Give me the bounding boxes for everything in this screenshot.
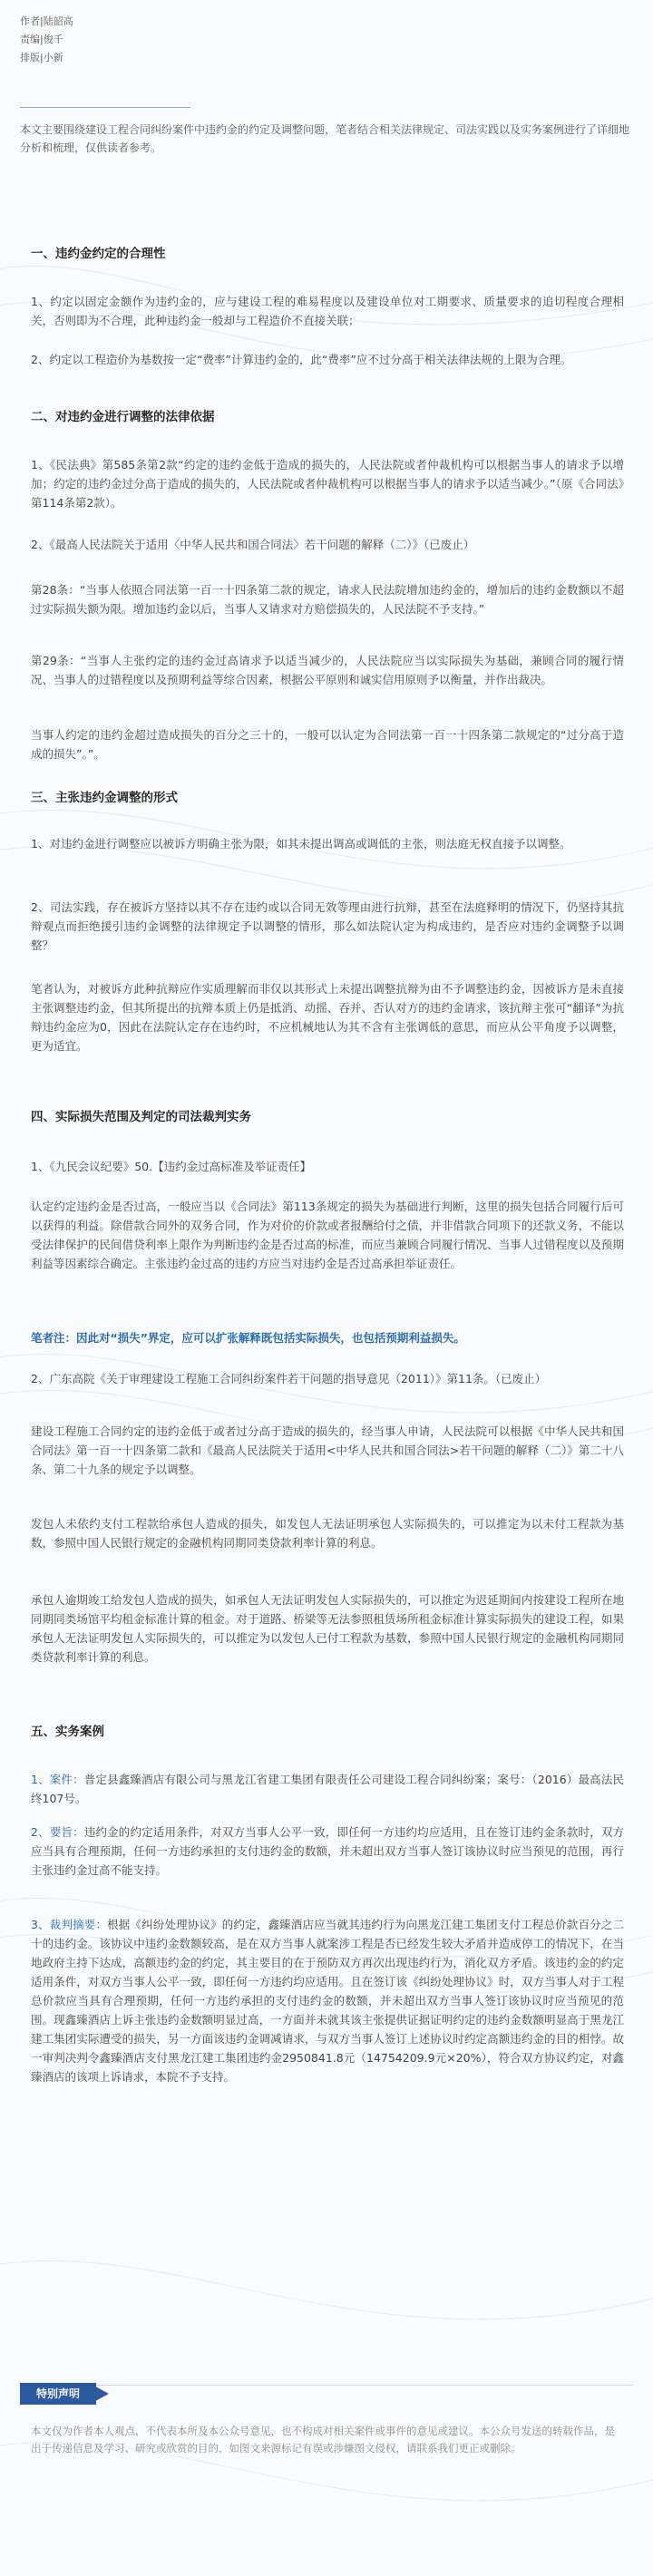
intro-divider	[20, 107, 190, 108]
gist-label: 2、要旨：	[31, 1825, 84, 1839]
notice-divider	[20, 2385, 633, 2386]
intro-paragraph: 本文主要围绕建设工程合同纠纷案件中违约金的约定及调整问题，笔者结合相关法律规定、司法实践以及实务案例进行了详细地分析和梳理，仅供读者参考。	[20, 123, 630, 154]
summary-text: 根据《纠纷处理协议》的约定，鑫臻酒店应当就其违约行为向黑龙江建工集团支付工程总价款百分之二十的违约金。该协议中违约金数额较高，是在双方当事人就案涉工程是否已经发生较大矛盾并造成停工的情况下，在当地政府主持下达成，高额违约金的约定，其主要目的在于预防双方再次出现违约行为，消化双方矛盾。该违约金的约定适用条件，对双方当事人公平一致，即任何一方违约均应适用。且在签订该《纠纷处理协议》时，双方当事人对于工程总价款应当具有合理预期，任何一方违约承担的支付违约金的数额，并未超出双方当事人签订该协议时应当预见的范围。现鑫臻酒店上诉主张违约金数额明显过高，一方面并未就其该主张提供证据证明约定的违约金数额明显高于黑龙江建工集团实际遭受的损失，另一方面该违约金调减请求，与双方当事人签订上述协议时约定高额违约金的目的相悖。故一审判决判令鑫臻酒店支付黑龙江建工集团违约金2950841.8元（14754209.9元×20%），符合双方协议约定，对鑫臻酒店的该项上诉请求，本院不予支持。	[31, 1918, 624, 2084]
case-label: 1、案件：	[31, 1773, 84, 1786]
section-1-title: 一、违约金约定的合理性	[31, 247, 166, 261]
section-4-paragraph-5: 发包人未依约支付工程款给承包人造成的损失，如发包人无法证明承包人实际损失的，可以推定为以未付工程款为基数，参照中国人民银行规定的金融机构同期同类贷款利率计算的利息。	[31, 1517, 624, 1550]
section-4-paragraph-2: 认定约定违约金是否过高，一般应当以《合同法》第113条规定的损失为基础进行判断，这里的损失包括合同履行后可以获得的利益。除借款合同外的双务合同，作为对价的价款或者报酬给付之债，并非借款合同项下的还款义务，不能以受法律保护的民间借贷利率上限作为判断违约金是否过高的标准，而应当兼顾合同履行情况、当事人过错程度以及预期利益等因素综合确定。主张违约金过高的违约方应当对违约金是否过高承担举证责任。	[31, 1200, 624, 1270]
section-5-title: 五、实务案例	[31, 1725, 104, 1739]
section-3-title: 三、主张违约金调整的形式	[31, 791, 178, 805]
gist-text: 违约金的约定适用条件，对双方当事人公平一致，即任何一方违约均应适用，且在签订违约金条款时，双方应当具有合理预期，任何一方违约承担的支付违约金的数额，并未超出双方当事人签订该协议时应当预见的范围，再行主张违约金过高不能支持。	[31, 1825, 624, 1877]
section-4-paragraph-4: 建设工程施工合同约定的违约金低于或者过分高于造成的损失的，经当事人申请，人民法院可以根据《中华人民共和国合同法》第一百一十四条第二款和《最高人民法院关于适用<中华人民共和国合同法>若干问题的解释（二）》第二十八条、第二十九条的规定予以调整。	[31, 1424, 624, 1476]
notice-tag: 特别声明	[20, 2383, 96, 2405]
section-1-paragraph-1: 1、约定以固定金额作为违约金的，应与建设工程的难易程度以及建设单位对工期要求、质量要求的追切程度合理相关，否则即为不合理，此种违约金一般却与工程造价不直接关联；	[31, 295, 624, 327]
section-3-paragraph-3: 笔者认为，对被诉方此种抗辩应作实质理解而非仅以其形式上未提出调整抗辩为由不予调整违约金，因被诉方是未直接主张调整违约金，但其所提出的抗辩本质上仍是抵消、动摇、吞并、否认对方的违约金请求，该抗辩主张可“翻译”为抗辩违约金应为0，因此在法院认定存在违约时，不应机械地认为其不含有主张调低的意思，而应从公平角度予以调整，更为适宜。	[31, 982, 624, 1053]
section-2-article-29: 第29条：“当事人主张约定的违约金过高请求予以适当减少的，人民法院应当以实际损失为基础，兼顾合同的履行情况、当事人的过错程度以及预期利益等综合因素，根据公平原则和诚实信用原则予以衡量，并作出裁决。	[31, 654, 624, 686]
notice-text: 本文仅为作者本人观点，不代表本所及本公众号意见，也不构成对相关案件或事件的意见或建议。本公众号发送的转载作品，是出于传递信息及学习、研究或欣赏的目的，如图文来源标记有误或涉嫌图文侵权，请联系我们更正或删除。	[31, 2425, 615, 2454]
section-2-article-28: 第28条：“当事人依照合同法第一百一十四条第二款的规定，请求人民法院增加违约金的，增加后的违约金数额以不超过实际损失额为限。增加违约金以后，当事人又请求对方赔偿损失的，人民法院不予支持。”	[31, 583, 624, 616]
case-summary	[31, 1915, 624, 2086]
section-2-paragraph-1: 1、《民法典》第585条第2款“约定的违约金低于造成的损失的，人民法院或者仲裁机构可以根据当事人的请求予以增加；约定的违约金过分高于造成的损失的，人民法院或者仲裁机构可以根据当事人的请求予以适当减少。”（原《合同法》第114条第2款）。	[31, 458, 624, 510]
section-2-title: 二、对违约金进行调整的法律依据	[31, 410, 215, 424]
notice-arrow-icon	[89, 2381, 109, 2406]
author-credit: 作者|陆韶高	[20, 15, 73, 27]
editor-credit: 责编|俊千	[20, 34, 63, 45]
section-3-paragraph-1: 1、对违约金进行调整应以被诉方明确主张为限，如其未提出调高或调低的主张，则法庭无权直接予以调整。	[31, 837, 571, 851]
section-4-title: 四、实际损失范围及判定的司法裁判实务	[31, 1110, 251, 1124]
section-4-paragraph-1: 1、《九民会议纪要》50.【违约金过高标准及举证责任】	[31, 1160, 312, 1173]
section-4-paragraph-3: 2、广东高院《关于审理建设工程施工合同纠纷案件若干问题的指导意见（2011）》第11条。（已废止）	[31, 1372, 547, 1385]
article-credits	[20, 13, 73, 67]
case-gist	[31, 1823, 624, 1880]
case-info	[31, 1770, 624, 1808]
author-note: 笔者注：因此对“损失”界定，应可以扩张解释既包括实际损失，也包括预期利益损失。	[31, 1331, 465, 1345]
case-text: 普定县鑫臻酒店有限公司与黑龙江省建工集团有限责任公司建设工程合同纠纷案；案号：（2016）最高法民终107号。	[31, 1773, 624, 1805]
section-2-paragraph-2: 2、《最高人民法院关于适用〈中华人民共和国合同法〉若干问题的解释（二）》（已废止）	[31, 538, 475, 551]
section-3-paragraph-2: 2、司法实践，存在被诉方坚持以其不存在违约或以合同无效等理由进行抗辩，甚至在法庭释明的情况下，仍坚持其抗辩观点而拒绝援引违约金调整的法律规定予以调整的情形，那么如法院认定为构成违约，是否应对违约金调整予以调整？	[31, 900, 624, 952]
layout-credit: 排版|小新	[20, 52, 63, 63]
section-4-paragraph-6: 承包人逾期竣工给发包人造成的损失，如承包人无法证明发包人实际损失的，可以推定为迟延期间内按建设工程所在地同期同类场馆平均租金标准计算的租金。对于道路、桥梁等无法参照租赁场所租金标准计算实际损失的建设工程，如果承包人无法证明发包人实际损失的，可以推定为以发包人已付工程款为基数，参照中国人民银行规定的金融机构同期同类贷款利率计算的利息。	[31, 1593, 624, 1664]
section-2-paragraph-5: 当事人约定的违约金超过造成损失的百分之三十的，一般可以认定为合同法第一百一十四条第二款规定的“过分高于造成的损失”。”。	[31, 728, 624, 761]
summary-label: 3、裁判摘要：	[31, 1918, 108, 1931]
section-1-paragraph-2: 2、约定以工程造价为基数按一定“费率”计算违约金的，此“费率”应不过分高于相关法律法规的上限为合理。	[31, 353, 572, 366]
